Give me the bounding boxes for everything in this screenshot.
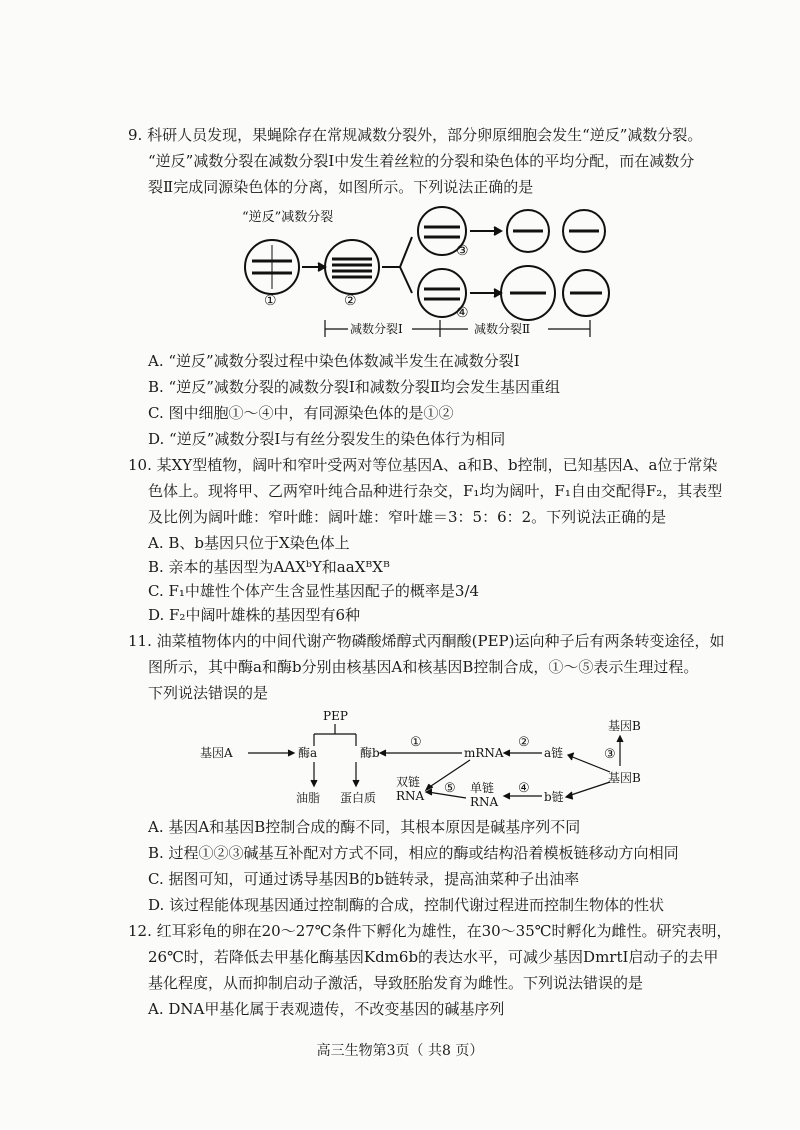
label-2: ② bbox=[344, 293, 357, 309]
q11-option-d: D. 该过程能体现基因通过控制酶的合成，控制代谢过程进而控制生物体的性状 bbox=[148, 896, 665, 914]
q10-line-3: 及比例为阔叶雌：窄叶雌：阔叶雄：窄叶雄＝3：5：6：2。下列说法正确的是 bbox=[148, 508, 667, 526]
q11-option-c: C. 据图可知，可通过诱导基因B的b链转录，提高油菜种子出油率 bbox=[148, 870, 580, 888]
stage-1-label: 减数分裂Ⅰ bbox=[350, 322, 403, 336]
q10-line-1: 10. 某XY型植物，阔叶和窄叶受两对等位基因A、a和B、b控制，已知基因A、a位于常染 bbox=[128, 456, 718, 474]
q12-option-a: A. DNA甲基化属于表观遗传，不改变基因的碱基序列 bbox=[148, 1000, 505, 1018]
process-5-label: ⑤ bbox=[444, 781, 456, 796]
label-4: ④ bbox=[456, 305, 469, 321]
double-strand-label-1: 双链 bbox=[396, 775, 421, 789]
a-chain-label: a链 bbox=[544, 746, 564, 760]
q9-option-b: B. “逆反”减数分裂的减数分裂Ⅰ和减数分裂Ⅱ均会发生基因重组 bbox=[148, 378, 561, 396]
label-3: ③ bbox=[456, 243, 469, 259]
enzyme-b-label: 酶b bbox=[360, 746, 380, 760]
process-3-label: ③ bbox=[604, 747, 616, 762]
q10-line-2: 色体上。现将甲、乙两窄叶纯合品种进行杂交，F₁均为阔叶，F₁自由交配得F₂，其表型 bbox=[148, 482, 723, 500]
stage-2-label: 减数分裂Ⅱ bbox=[474, 322, 531, 336]
q12-line-1: 12. 红耳彩龟的卵在20～27℃条件下孵化为雄性，在30～35℃时孵化为雌性。研究表明， bbox=[128, 922, 732, 940]
q10-option-c: C. F₁中雄性个体产生含显性基因配子的概率是3/4 bbox=[148, 582, 480, 600]
gene-b-right-label: 基因B bbox=[608, 771, 641, 785]
protein-label: 蛋白质 bbox=[340, 791, 377, 805]
single-strand-label-2: RNA bbox=[470, 795, 499, 809]
cell-2 bbox=[325, 240, 379, 294]
q10-option-b: B. 亲本的基因型为AAXᵇY和aaXᴮXᴮ bbox=[148, 558, 390, 576]
q10-option-d: D. F₂中阔叶雄株的基因型有6种 bbox=[148, 606, 360, 624]
pep-label: PEP bbox=[323, 709, 348, 723]
mrna-label: mRNA bbox=[464, 746, 504, 760]
q9-line-3: 裂Ⅱ完成同源染色体的分离，如图所示。下列说法正确的是 bbox=[148, 178, 534, 196]
pep-pathway-diagram bbox=[200, 706, 660, 814]
q9-option-a: A. “逆反”减数分裂过程中染色体数减半发生在减数分裂Ⅰ bbox=[148, 352, 520, 370]
q11-line-3: 下列说法错误的是 bbox=[148, 684, 269, 702]
meiosis-diagram bbox=[230, 205, 630, 345]
oil-label: 油脂 bbox=[296, 791, 321, 805]
q11-line-1: 11. 油菜植物体内的中间代谢产物磷酸烯醇式丙酮酸(PEP)运向种子后有两条转变途径，如 bbox=[128, 632, 725, 650]
gene-a-label: 基因A bbox=[200, 746, 233, 760]
double-strand-label-2: RNA bbox=[396, 789, 425, 803]
page-footer: 高三生物第3页（ 共8 页） bbox=[316, 1043, 484, 1059]
q9-option-c: C. 图中细胞①～④中，有同源染色体的是①② bbox=[148, 404, 454, 422]
q12-line-3: 基化程度，从而抑制启动子激活，导致胚胎发育为雌性。下列说法错误的是 bbox=[148, 974, 644, 992]
q9-line-1: 9. 科研人员发现，果蝇除存在常规减数分裂外，部分卵原细胞会发生“逆反”减数分裂。 bbox=[128, 126, 703, 144]
q9-line-2: “逆反”减数分裂在减数分裂Ⅰ中发生着丝粒的分裂和染色体的平均分配，而在减数分 bbox=[148, 152, 695, 170]
q11-line-2: 图所示，其中酶a和酶b分别由核基因A和核基因B控制合成，①～⑤表示生理过程。 bbox=[148, 658, 699, 676]
meiosis-title: “逆反”减数分裂 bbox=[242, 210, 334, 225]
q9-option-d: D. “逆反”减数分裂Ⅰ与有丝分裂发生的染色体行为相同 bbox=[148, 430, 506, 448]
label-1: ① bbox=[264, 293, 277, 309]
q12-line-2: 26℃时，若降低去甲基化酶基因Kdm6b的表达水平，可减少基因DmrtI启动子的去甲 bbox=[148, 948, 719, 966]
process-4-label: ④ bbox=[518, 781, 530, 796]
q10-option-a: A. B、b基因只位于X染色体上 bbox=[148, 534, 350, 552]
gene-b-top-label: 基因B bbox=[608, 719, 641, 733]
q11-option-a: A. 基因A和基因B控制合成的酶不同，其根本原因是碱基序列不同 bbox=[148, 818, 581, 836]
process-2-label: ② bbox=[518, 735, 530, 750]
q11-option-b: B. 过程①②③碱基互补配对方式不同，相应的酶或结构沿着模板链移动方向相同 bbox=[148, 844, 679, 862]
process-1-label: ① bbox=[410, 735, 422, 750]
enzyme-a-label: 酶a bbox=[298, 746, 318, 760]
single-strand-label-1: 单链 bbox=[470, 781, 495, 795]
b-chain-label: b链 bbox=[544, 790, 564, 804]
